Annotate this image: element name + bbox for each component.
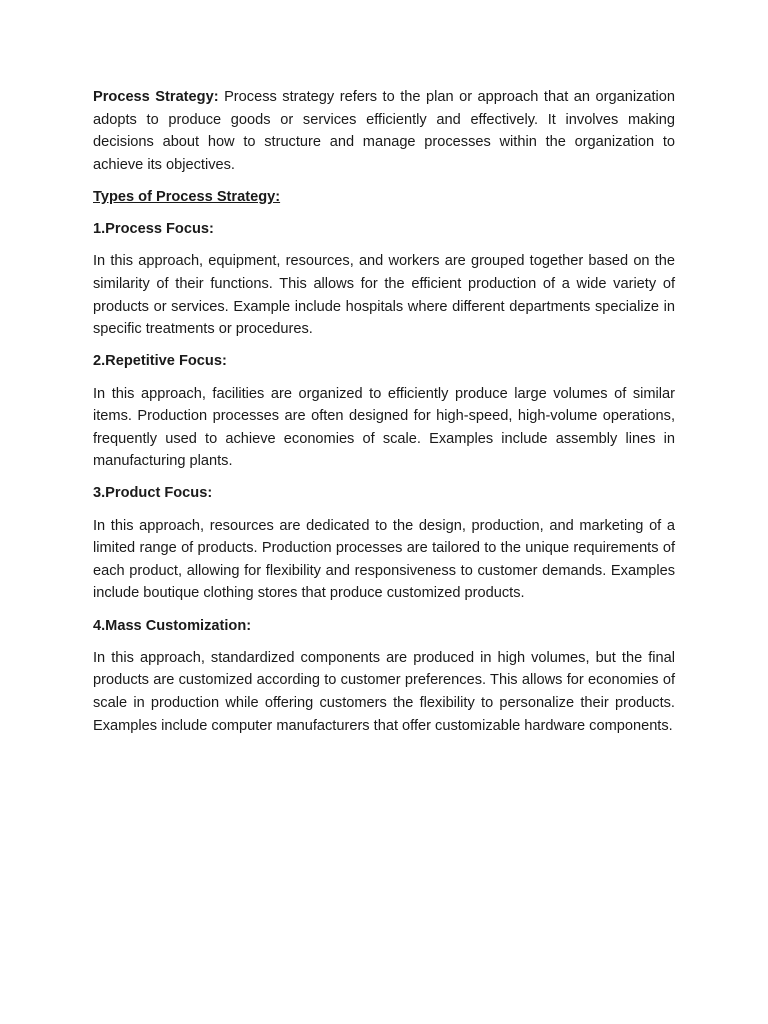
section-heading-process-focus: 1.Process Focus: [93,221,214,238]
section-heading-repetitive-focus: 2.Repetitive Focus: [93,353,227,370]
section-body-process-focus: In this approach, equipment, resources, and workers are grouped together based on the similarity of their functions. This allows for the efficient production of a wide variety of products or services. Example include hospitals where different departments specialize in specific treatments or procedures. [93,253,675,338]
intro-label: Process Strategy: [93,89,219,105]
document-page [93,86,675,747]
section-body-mass-customization: In this approach, standardized components are produced in high volumes, but the final products are customized according to customer preferences. This allows for economies of scale in production while offering customers the flexibility to personalize their products. Examples include computer manufacturers that offer customizable hardware components. [93,649,675,734]
intro-text: Process strategy refers to the plan or approach that an organization adopts to produce goods or services efficiently and effectively. It involves making decisions about how to structure and manage processes within the organization to achieve its objectives. [93,89,676,173]
types-heading: Types of Process Strategy: [93,188,281,205]
section-body-product-focus: In this approach, resources are dedicated to the design, production, and marketing of a limited range of products. Production processes are tailored to the unique requirements of each product, allowing for flexibility and responsiveness to customer demands. Examples include boutique clothing stores that produce customized products. [93,517,675,602]
intro-paragraph [93,86,675,176]
section-heading-mass-customization: 4.Mass Customization: [93,617,252,634]
section-body-repetitive-focus: In this approach, facilities are organized to efficiently produce large volumes of similar items. Production processes are often designed for high-speed, high-volume operations, frequently used to achieve economies of scale. Examples include assembly lines in manufacturing plants. [93,385,675,470]
section-heading-product-focus: 3.Product Focus: [93,485,213,502]
